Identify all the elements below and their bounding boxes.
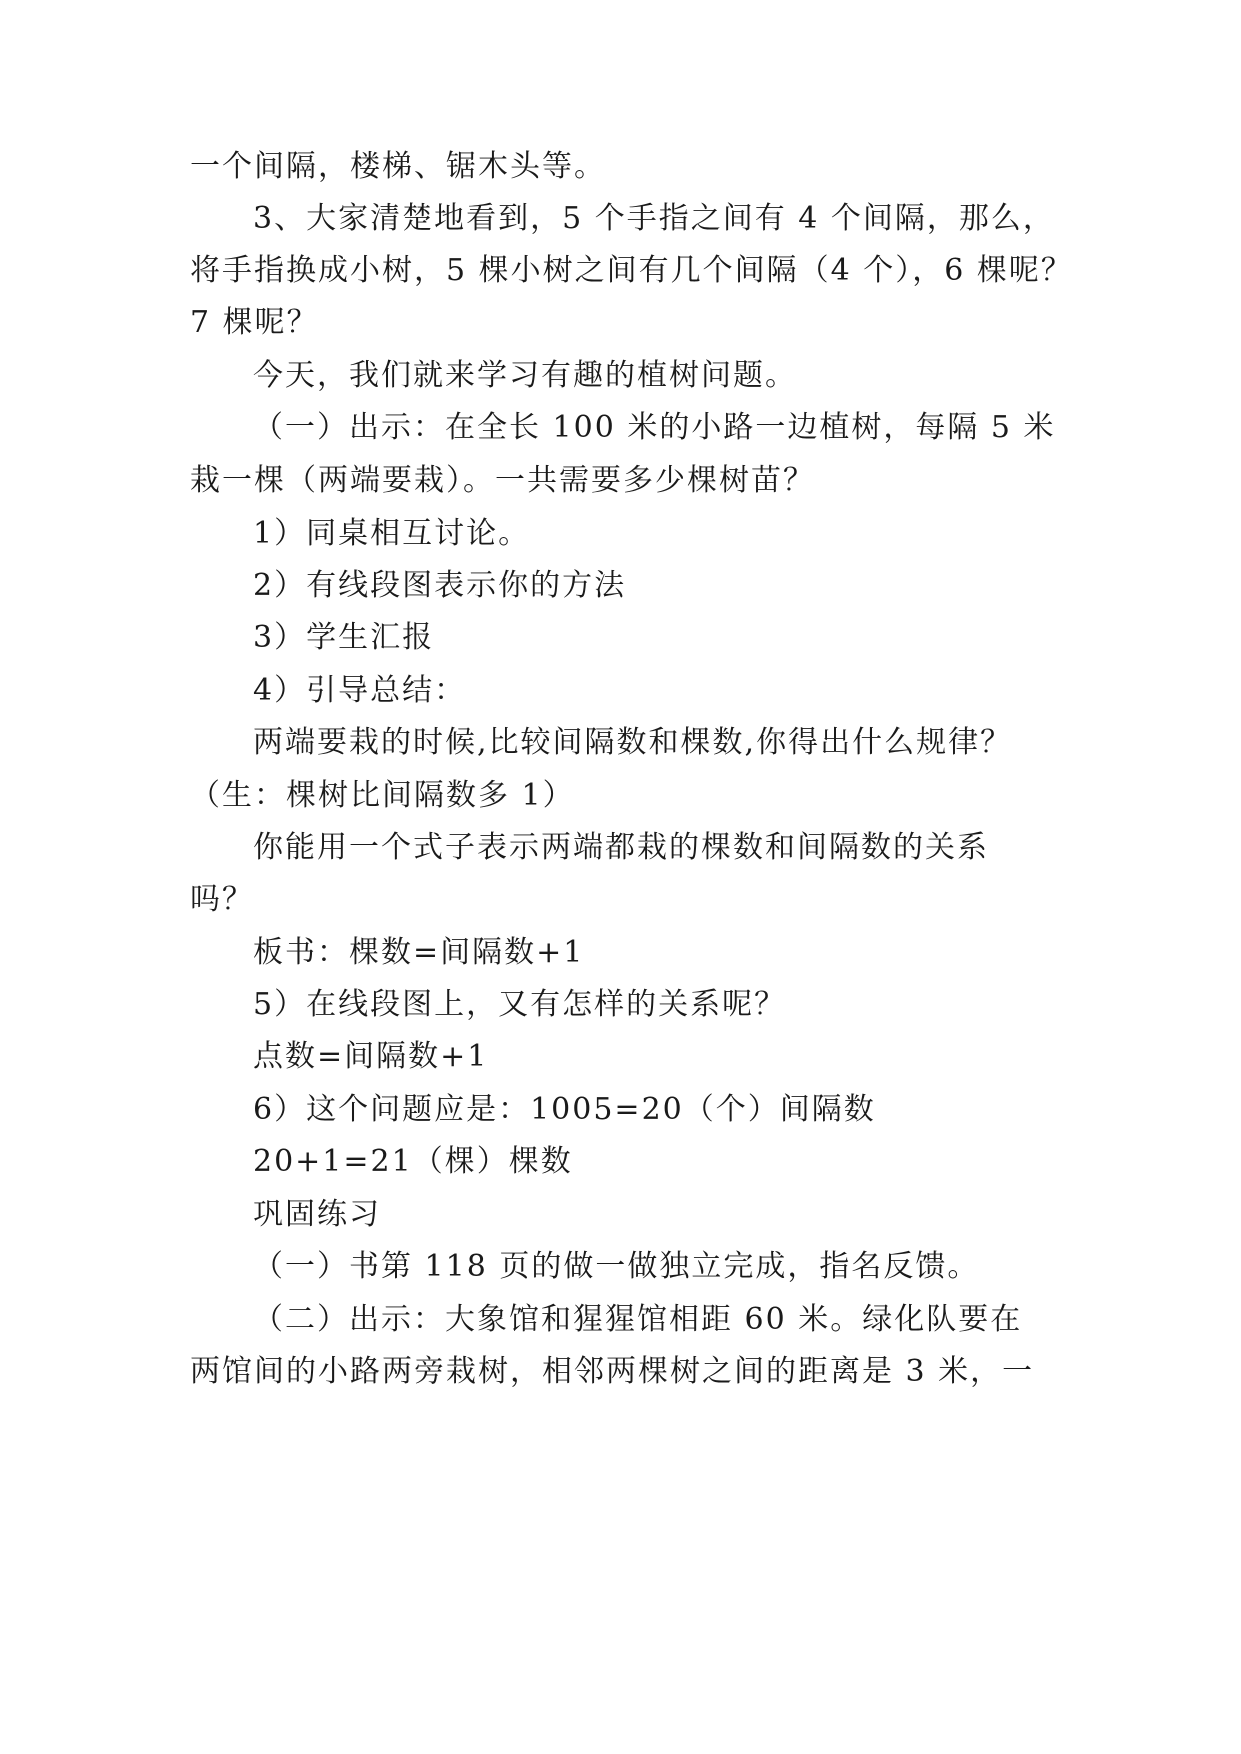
text-line: 4）引导总结： (253, 673, 467, 708)
text-line: 20+1=21（棵）棵数 (253, 1144, 573, 1179)
text-line: 3）学生汇报 (253, 620, 435, 655)
text-line: 你能用一个式子表示两端都栽的棵数和间隔数的关系 (253, 830, 989, 865)
text-line: 板书：棵数=间隔数+1 (253, 935, 585, 970)
text-line: 将手指换成小树，5 棵小树之间有几个间隔（4 个），6 棵呢？ (190, 253, 1073, 288)
text-line: 巩固练习 (253, 1197, 381, 1232)
text-line: （生：棵树比间隔数多 1） (190, 778, 575, 813)
text-line: 2）有线段图表示你的方法 (253, 568, 627, 603)
text-line: 5）在线段图上，又有怎样的关系呢？ (253, 987, 787, 1022)
text-line: 今天，我们就来学习有趣的植树问题。 (253, 358, 797, 393)
text-line: （一）出示：在全长 100 米的小路一边植树，每隔 5 米 (253, 410, 1056, 445)
text-line: 一个间隔，楼梯、锯木头等。 (190, 149, 606, 184)
text-line: （一）书第 118 页的做一做独立完成，指名反馈。 (253, 1249, 980, 1284)
text-line: 两馆间的小路两旁栽树，相邻两棵树之间的距离是 3 米，一 (190, 1354, 1035, 1389)
text-line: （二）出示：大象馆和猩猩馆相距 60 米。绿化队要在 (253, 1302, 1023, 1337)
text-line: 点数=间隔数+1 (253, 1039, 489, 1074)
text-line: 1）同桌相互讨论。 (253, 516, 531, 551)
text-line: 栽一棵（两端要栽）。一共需要多少棵树苗？ (190, 463, 815, 498)
text-line: 7 棵呢？ (190, 305, 319, 340)
text-line: 3、大家清楚地看到，5 个手指之间有 4 个间隔，那么， (253, 201, 1055, 236)
text-line: 两端要栽的时候,比较间隔数和棵数,你得出什么规律？ (253, 725, 1013, 760)
text-line: 吗？ (190, 882, 254, 917)
text-line: 6）这个问题应是：1005=20（个）间隔数 (253, 1092, 876, 1127)
